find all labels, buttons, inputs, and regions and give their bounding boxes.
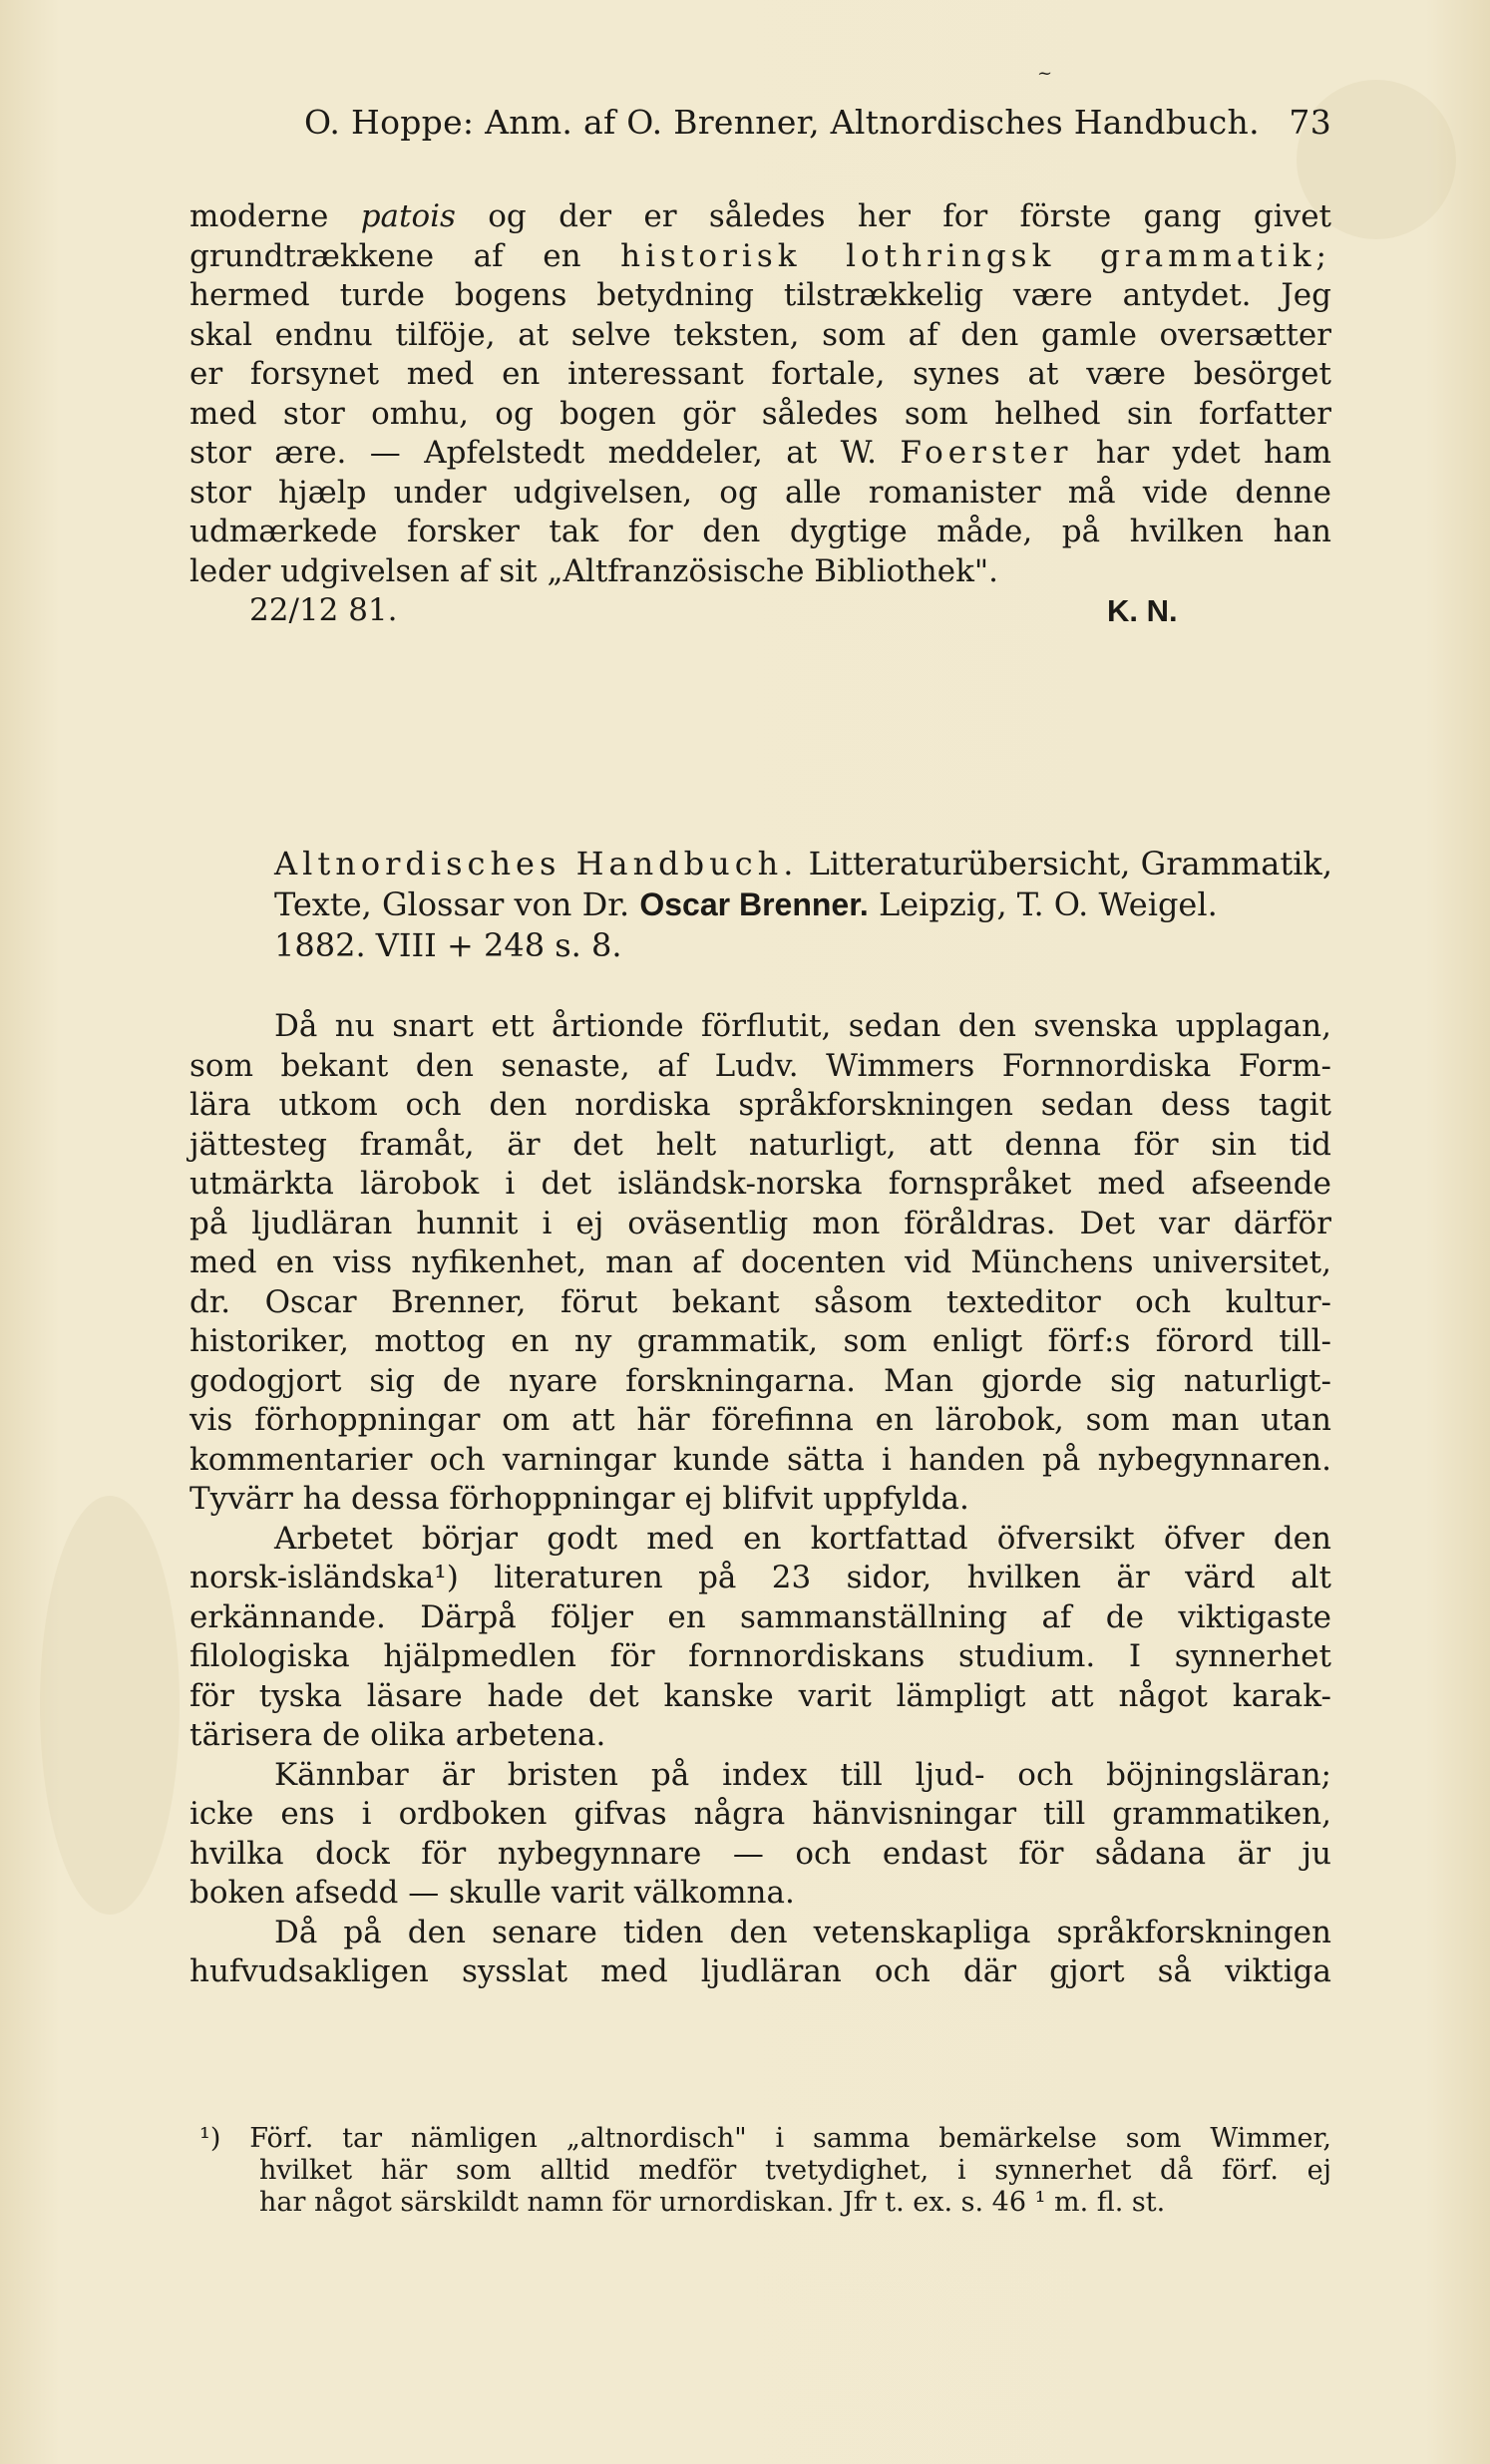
text-line: udmærkede forsker tak for den dygtige måde, på hvilken han xyxy=(189,514,1331,549)
text-line: kommentarier och varningar kunde sätta i handen på nybegynnaren. xyxy=(189,1441,1331,1478)
text-line: Tyvärr ha dessa förhoppningar ej blifvit uppfylda. xyxy=(189,1481,969,1517)
text-line: norsk-isländska¹) literaturen på 23 sidor, hvilken är värd alt xyxy=(189,1560,1331,1595)
text-line: som bekant den senaste, af Ludv. Wimmers Fornnordiska Form- xyxy=(189,1047,1331,1084)
book-title: Altnordisches Handbuch. xyxy=(274,845,799,882)
text-line: hvilka dock för nybegynnare — och endast för sådana är ju xyxy=(189,1835,1331,1872)
running-header xyxy=(304,63,1331,142)
text-line: Då nu snart ett årtionde förflutit, sedan den svenska upplagan, xyxy=(274,1008,1331,1044)
page-number: 73 xyxy=(1289,103,1331,142)
text-line: godogjort sig de nyare forskningarna. Man gjorde sig naturligt- xyxy=(189,1362,1331,1399)
header-mark: ~ xyxy=(1037,63,1053,84)
text-line: tärisera de olika arbetena. xyxy=(189,1717,606,1753)
text-line: erkännande. Därpå följer en sammanställning af de viktigaste xyxy=(189,1598,1331,1635)
text-line: hufvudsakligen sysslat med ljudläran och där gjort så viktiga xyxy=(189,1953,1331,1989)
review-2-citation xyxy=(274,844,1331,966)
footnote-line: har något särskildt namn för urnordiskan. Jfr t. ex. s. 46 ¹ m. fl. st. xyxy=(259,2187,1166,2218)
text-line: Då på den senare tiden den vetenskapliga språkforskningen xyxy=(274,1914,1331,1950)
citation-line: 1882. VIII + 248 s. 8. xyxy=(274,926,622,964)
text-line: er forsynet med en interessant fortale, synes at være besörget xyxy=(189,356,1331,392)
text-line: vis förhoppningar om att här förefinna en lärobok, som man utan xyxy=(189,1402,1331,1438)
text-line: Kännbar är bristen på index till ljud- och böjningsläran; xyxy=(274,1756,1331,1793)
text-line: grundtrækkene af en historisk lothringsk grammatik; xyxy=(189,237,1331,274)
text-line: leder udgivelsen af sit „Altfranzösische Bibliothek". xyxy=(189,552,998,589)
text-line: stor hjælp under udgivelsen, og alle romanister må vide denne xyxy=(189,474,1331,511)
text-line: stor ære. — Apfelstedt meddeler, at W. Foerster har ydet ham xyxy=(189,435,1331,471)
footnote-line: ¹) Förf. tar nämligen „altnordisch" i samma bemärkelse som Wimmer, xyxy=(199,2123,1331,2154)
text-line: skal endnu tilföje, at selve teksten, som af den gamle oversætter xyxy=(189,316,1331,353)
text-line: filologiska hjälpmedlen för fornnordiskans studium. I synnerhet xyxy=(189,1638,1331,1674)
review-date: 22/12 81. xyxy=(249,592,398,628)
text-line: boken afsedd — skulle varit välkomna. xyxy=(189,1875,795,1911)
text-line: Arbetet börjar godt med en kortfattad öfversikt öfver den xyxy=(274,1520,1331,1557)
text-line: dr. Oscar Brenner, förut bekant såsom texteditor och kultur- xyxy=(189,1283,1331,1320)
text-line: moderne patois og der er således her for förste gang givet xyxy=(189,198,1332,234)
citation-line: Texte, Glossar von Dr. Oscar Brenner. Leipzig, T. O. Weigel. xyxy=(274,885,1218,923)
text-line: historiker, mottog en ny grammatik, som enligt förf:s förord till- xyxy=(189,1323,1331,1359)
review-1-text xyxy=(189,197,1331,631)
text-line: hermed turde bogens betydning tilstrækkelig være antydet. Jeg xyxy=(189,277,1331,313)
date-signature-line xyxy=(189,591,1331,631)
book-author: Oscar Brenner. xyxy=(639,886,869,922)
text-line: icke ens i ordboken gifvas några hänvisningar till grammatiken, xyxy=(189,1796,1331,1832)
review-2-text xyxy=(189,1007,1331,1992)
reviewer-signature: K. N. xyxy=(1107,593,1178,628)
italic-word: patois xyxy=(360,198,456,234)
text-line: utmärkta lärobok i det isländsk-norska fornspråket med afseende xyxy=(189,1166,1331,1202)
paper-stain xyxy=(40,1496,180,1915)
text-line: för tyska läsare hade det kanske varit lämpligt att något karak- xyxy=(189,1677,1331,1714)
text-line: på ljudläran hunnit i ej oväsentlig mon föråldras. Det var därför xyxy=(189,1205,1331,1241)
spaced-phrase: historisk lothringsk grammatik; xyxy=(620,237,1331,274)
text-line: med en viss nyfikenhet, man af docenten vid Münchens universitet, xyxy=(189,1244,1331,1280)
text-line: jättesteg framåt, är det helt naturligt, att denna för sin tid xyxy=(189,1126,1331,1163)
footnote xyxy=(199,2123,1331,2219)
footnote-line: hvilket här som alltid medför tvetydighet, i synnerhet då förf. ej xyxy=(259,2155,1331,2186)
spaced-name: Foerster xyxy=(900,435,1073,471)
text-line: lära utkom och den nordiska språkforskningen sedan dess tagit xyxy=(189,1087,1331,1123)
running-title: O. Hoppe: Anm. af O. Brenner, Altnordisches Handbuch. xyxy=(304,103,1260,142)
text-line: med stor omhu, og bogen gör således som helhed sin forfatter xyxy=(189,395,1331,432)
citation-line: Altnordisches Handbuch. Litteraturübersicht, Grammatik, xyxy=(274,845,1332,882)
